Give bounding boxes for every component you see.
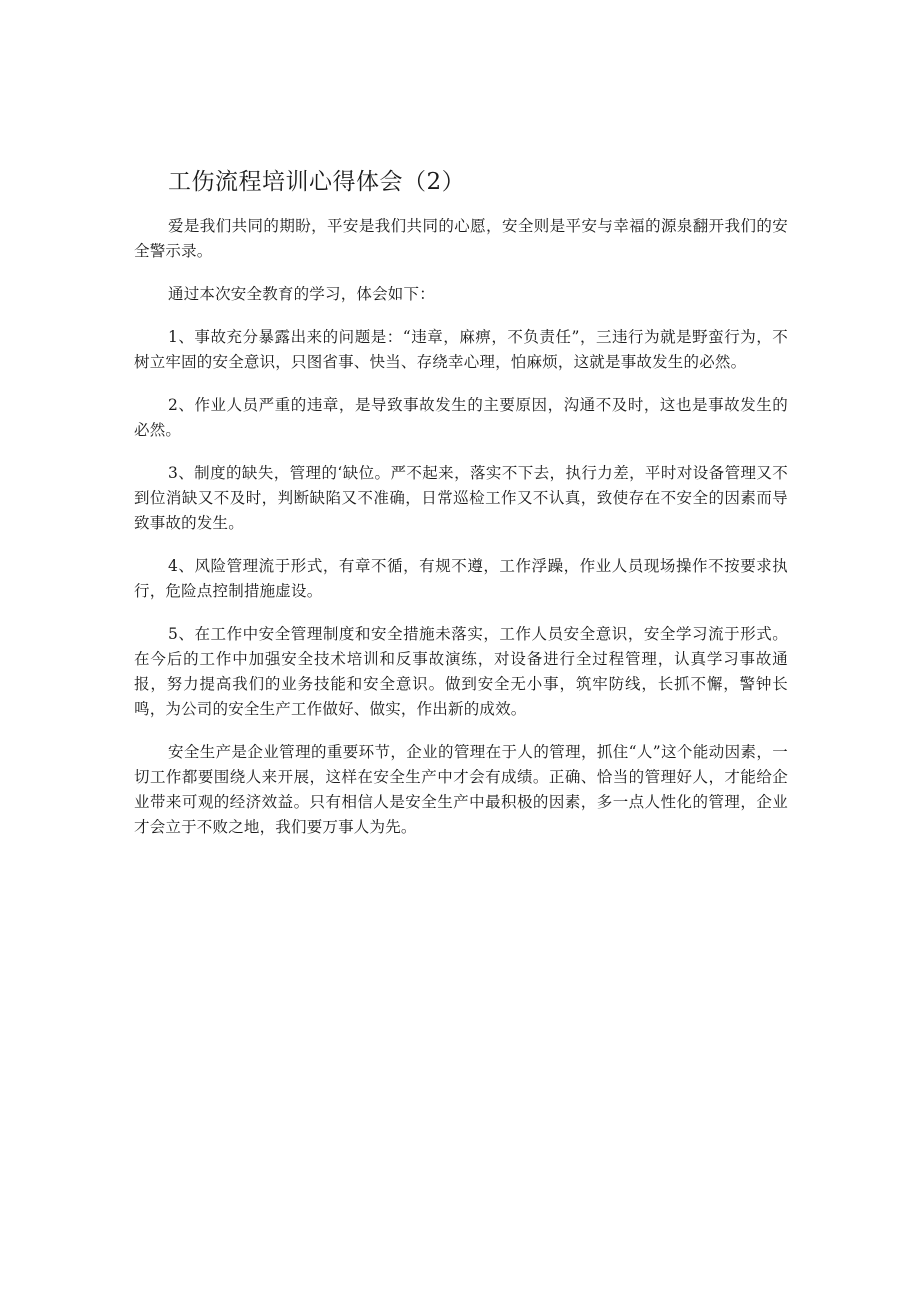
document-body <box>134 214 788 858</box>
document-title: 工伤流程培训心得体会（2） <box>168 169 466 195</box>
paragraph-point-4: 4、风险管理流于形式，有章不循，有规不遵，工作浮躁，作业人员现场操作不按要求执行，危险点控制措施虚设。 <box>134 557 788 600</box>
paragraph-point-1: 1、事故充分暴露出来的问题是：“违章，麻痹，不负责任”，三违行为就是野蛮行为，不树立牢固的安全意识，只图省事、快当、存绕幸心理，怕麻烦，这就是事故发生的必然。 <box>134 328 788 371</box>
paragraph-summary-lead: 通过本次安全教育的学习，体会如下： <box>168 285 435 303</box>
paragraph-intro: 爱是我们共同的期盼，平安是我们共同的心愿，安全则是平安与幸福的源泉翻开我们的安全警示录。 <box>134 217 788 260</box>
paragraph-point-5: 5、在工作中安全管理制度和安全措施未落实，工作人员安全意识，安全学习流于形式。在今后的工作中加强安全技术培训和反事故演练，对设备进行全过程管理，认真学习事故通报，努力提高我们的业务技能和安全意识。做到安全无小事，筑牢防线，长抓不懈，警钟长鸣，为公司的安全生产工作做好、做实，作出新的成效。 <box>134 625 788 718</box>
paragraph-point-2: 2、作业人员严重的违章，是导致事故发生的主要原因，沟通不及时，这也是事故发生的必然。 <box>134 396 788 439</box>
paragraph-conclusion: 安全生产是企业管理的重要环节，企业的管理在于人的管理，抓住“人”这个能动因素，一切工作都要围绕人来开展，这样在安全生产中才会有成绩。正确、恰当的管理好人，才能给企业带来可观的经济效益。只有相信人是安全生产中最积极的因素，多一点人性化的管理，企业才会立于不败之地，我们要万事人为先。 <box>134 743 788 836</box>
paragraph-point-3: 3、制度的缺失，管理的‘缺位。严不起来，落实不下去，执行力差，平时对设备管理又不到位消缺又不及时，判断缺陷又不准确，日常巡检工作又不认真，致使存在不安全的因素而导致事故的发生。 <box>134 464 788 532</box>
